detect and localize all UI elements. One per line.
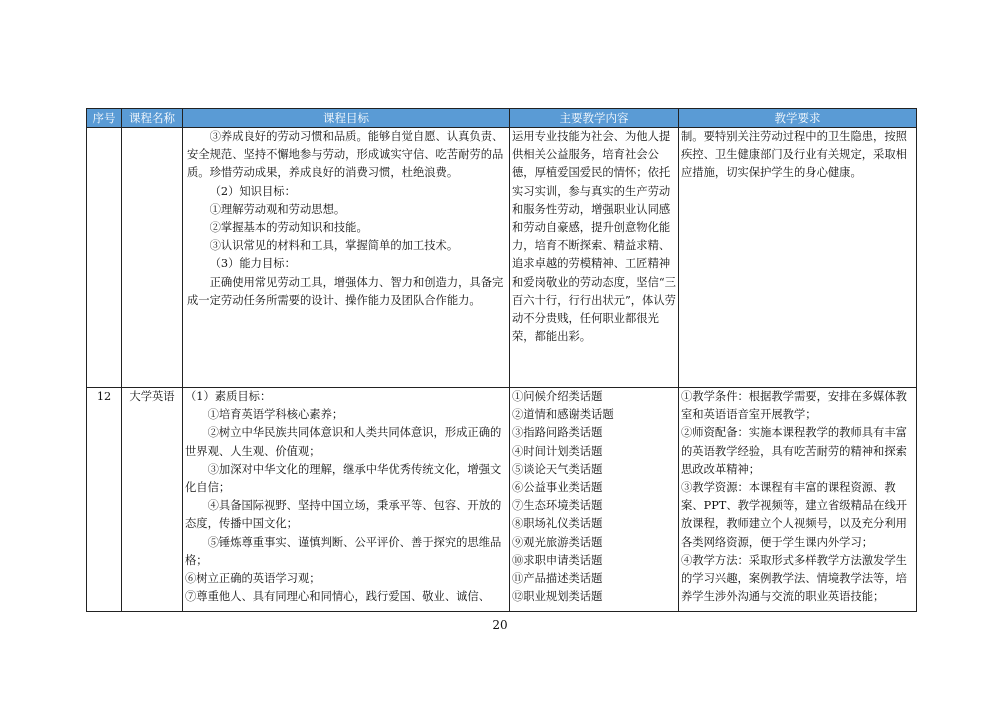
row-course-goals bbox=[183, 128, 510, 388]
row-course-goals bbox=[183, 388, 510, 612]
goal-item: ⑦尊重他人、具有同理心和同情心，践行爱国、敬业、诚信、 bbox=[185, 590, 491, 604]
requirement-item: ①教学条件：根据教学需要，安排在多媒体教室和英语语音室开展教学； bbox=[681, 390, 907, 422]
header-teaching-content: 主要教学内容 bbox=[510, 109, 679, 128]
content-item: ⑨观光旅游类话题 bbox=[512, 535, 603, 549]
content-item: ⑫职业规划类话题 bbox=[512, 590, 603, 604]
row-course-name bbox=[122, 128, 183, 388]
goal-item: ③加深对中华文化的理解，继承中华优秀传统文化，增强文化自信； bbox=[185, 462, 502, 495]
content-item: ⑩求职申请类话题 bbox=[512, 553, 603, 567]
content-item: ④时间计划类话题 bbox=[512, 444, 603, 458]
content-item: ⑤谈论天气类话题 bbox=[512, 462, 603, 476]
table-row bbox=[87, 128, 917, 388]
content-item: ⑪产品描述类话题 bbox=[512, 572, 603, 586]
row-seq bbox=[87, 128, 122, 388]
goal-item: ⑥树立正确的英语学习观； bbox=[185, 572, 321, 586]
content-item: ⑧职场礼仪类话题 bbox=[512, 517, 603, 531]
content-item: ②道情和感谢类话题 bbox=[512, 408, 614, 422]
row-seq: 12 bbox=[87, 388, 122, 612]
requirement-item: ③教学资源：本课程有丰富的课程资源、教案、PPT、教学视频等，建立省级精品在线开放课程，教师建立个人视频号，以及充分利用各类网络资源，便于学生课内外学习； bbox=[681, 481, 908, 549]
table-header bbox=[87, 109, 917, 128]
header-row bbox=[87, 109, 917, 128]
goal-item: （3）能力目标： bbox=[209, 257, 296, 271]
requirements-text: 制。要特别关注劳动过程中的卫生隐患，按照疾控、卫生健康部门及行业有关规定，采取相应措施，切实保护学生的身心健康。 bbox=[681, 130, 907, 180]
header-teaching-requirements: 教学要求 bbox=[679, 109, 917, 128]
content-item: ⑦生态环境类话题 bbox=[512, 499, 603, 513]
row-teaching-requirements bbox=[679, 128, 917, 388]
row-course-name: 大学英语 bbox=[122, 388, 183, 612]
goal-item: ④具备国际视野、坚持中国立场，秉承平等、包容、开放的态度，传播中国文化； bbox=[185, 499, 502, 531]
header-seq: 序号 bbox=[87, 109, 122, 128]
content-item: ③指路问路类话题 bbox=[512, 426, 603, 440]
goal-item: ③养成良好的劳动习惯和品质。能够自觉自愿、认真负责、安全规范、坚持不懈地参与劳动，形成诚实守信、吃苦耐劳的品质。珍惜劳动成果，养成良好的消费习惯，杜绝浪费。 bbox=[187, 130, 504, 180]
goal-item: （2）知识目标： bbox=[209, 184, 296, 198]
header-course-name: 课程名称 bbox=[122, 109, 183, 128]
content-item: ①问候介绍类话题 bbox=[512, 390, 603, 403]
course-table bbox=[86, 108, 917, 612]
goal-item: 正确使用常见劳动工具，增强体力、智力和创造力，具备完成一定劳动任务所需要的设计、操作能力及团队合作能力。 bbox=[187, 275, 504, 307]
requirement-item: ④教学方法：采取形式多样教学方法激发学生的学习兴趣，案例教学法、情境教学法等，培养学生涉外沟通与交流的职业英语技能； bbox=[681, 553, 907, 604]
row-teaching-requirements bbox=[679, 388, 917, 612]
table-row bbox=[87, 388, 917, 612]
content-item: ⑥公益事业类话题 bbox=[512, 481, 603, 495]
content-text: 运用专业技能为社会、为他人提供相关公益服务，培育社会公德，厚植爱国爱民的情怀；依托实习实训，参与真实的生产劳动和服务性劳动，增强职业认同感和劳动自豪感，提升创意物化能力，培育不断探索、精益求精、追求卓越的劳模精神、工匠精神和爱岗敬业的劳动态度，坚信“三百六十行，行行出状元”，体认劳动不分贵贱，任何职业都很光荣，都能出彩。 bbox=[512, 130, 676, 344]
goal-item: ②掌握基本的劳动知识和技能。 bbox=[209, 221, 368, 235]
row-teaching-content bbox=[510, 388, 679, 612]
page-number: 20 bbox=[492, 618, 508, 632]
row-teaching-content bbox=[510, 128, 679, 388]
goal-item: ②树立中华民族共同体意识和人类共同体意识，形成正确的世界观、人生观、价值观； bbox=[185, 426, 502, 458]
goal-item: ⑤锤炼尊重事实、谨慎判断、公平评价、善于探究的思维品格； bbox=[185, 535, 502, 567]
goal-item: ①培育英语学科核心素养； bbox=[207, 408, 344, 422]
requirement-item: ②师资配备：实施本课程教学的教师具有丰富的英语教学经验，具有吃苦耐劳的精神和探索思政改革精神； bbox=[681, 426, 907, 476]
goal-item: ①理解劳动观和劳动思想。 bbox=[209, 202, 346, 216]
header-course-goals: 课程目标 bbox=[183, 109, 510, 128]
goal-item: ③认识常见的材料和工具，掌握简单的加工技术。 bbox=[209, 239, 459, 253]
goal-item: （1）素质目标： bbox=[185, 390, 272, 403]
